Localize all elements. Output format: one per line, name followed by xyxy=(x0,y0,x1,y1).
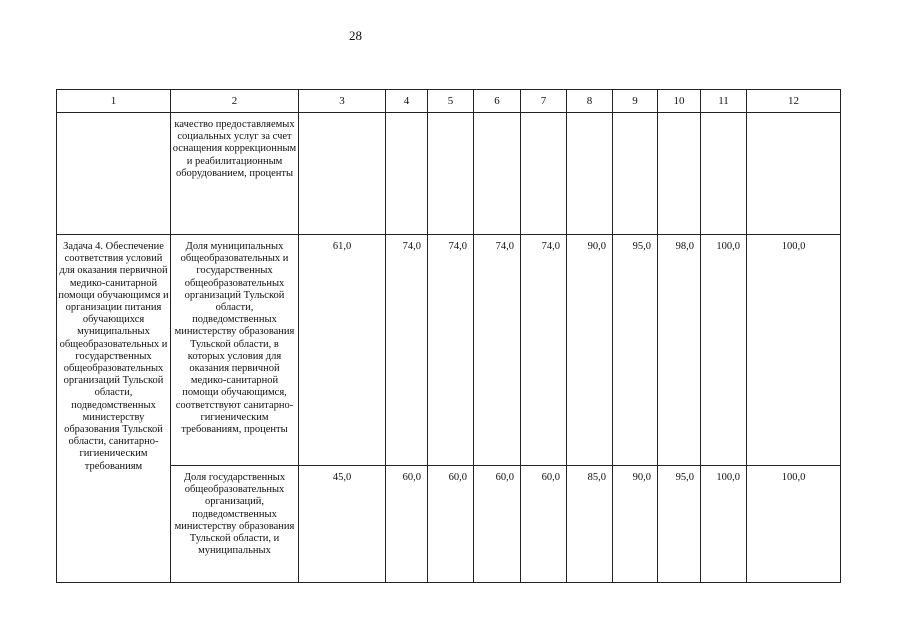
value-cell: 100,0 xyxy=(747,235,841,466)
value-cell: 95,0 xyxy=(613,235,658,466)
table-header-row xyxy=(57,90,841,113)
table-row xyxy=(57,235,841,466)
value-cell: 100,0 xyxy=(701,466,747,583)
task-cell xyxy=(57,113,171,235)
value-cell: 60,0 xyxy=(521,466,567,583)
value-cell xyxy=(386,113,428,235)
value-cell xyxy=(567,113,613,235)
value-cell xyxy=(474,113,521,235)
value-cell xyxy=(428,113,474,235)
table-row xyxy=(57,113,841,235)
indicator-cell: качество предоставляемых социальных услуг за счет оснащения коррекционным и реабилитационным оборудованием, проценты xyxy=(171,113,299,235)
value-cell: 85,0 xyxy=(567,466,613,583)
value-cell xyxy=(701,113,747,235)
value-cell: 74,0 xyxy=(386,235,428,466)
value-cell xyxy=(521,113,567,235)
header-cell: 11 xyxy=(701,90,747,113)
table-row xyxy=(57,466,841,583)
value-cell: 98,0 xyxy=(658,235,701,466)
indicator-cell: Доля государственных общеобразовательных организаций, подведомственных министерству образования Тульской области, и муниципальных xyxy=(171,466,299,583)
value-cell: 90,0 xyxy=(567,235,613,466)
header-cell: 8 xyxy=(567,90,613,113)
value-cell: 95,0 xyxy=(658,466,701,583)
value-cell: 74,0 xyxy=(474,235,521,466)
header-cell: 10 xyxy=(658,90,701,113)
task-cell: Задача 4. Обеспечение соответствия условий для оказания первичной медико-санитарной помощи обучающимся и организации питания обучающихся муниципальных общеобразовательных и государственных общеобразовательных организаций Тульской области, подведомственных министерству образования Тульской области, санитарно-гигиеническим требованиям xyxy=(57,235,171,583)
header-cell: 9 xyxy=(613,90,658,113)
value-cell xyxy=(658,113,701,235)
value-cell: 60,0 xyxy=(428,466,474,583)
page-number: 28 xyxy=(349,28,362,43)
value-cell xyxy=(299,113,386,235)
header-cell: 2 xyxy=(171,90,299,113)
header-cell: 6 xyxy=(474,90,521,113)
indicator-cell: Доля муниципальных общеобразовательных и государственных общеобразовательных организаций Тульской области, подведомственных министерству образования Тульской области, в которых условия для оказания первичной медико-санитарной помощи обучающимся, соответствуют санитарно-гигиеническим требованиям, проценты xyxy=(171,235,299,466)
header-cell: 3 xyxy=(299,90,386,113)
indicators-table xyxy=(56,89,841,583)
value-cell: 100,0 xyxy=(747,466,841,583)
header-cell: 1 xyxy=(57,90,171,113)
value-cell: 61,0 xyxy=(299,235,386,466)
value-cell xyxy=(613,113,658,235)
header-cell: 12 xyxy=(747,90,841,113)
value-cell: 90,0 xyxy=(613,466,658,583)
value-cell: 45,0 xyxy=(299,466,386,583)
value-cell: 100,0 xyxy=(701,235,747,466)
header-cell: 4 xyxy=(386,90,428,113)
value-cell: 74,0 xyxy=(428,235,474,466)
value-cell: 60,0 xyxy=(474,466,521,583)
header-cell: 7 xyxy=(521,90,567,113)
value-cell: 60,0 xyxy=(386,466,428,583)
value-cell xyxy=(747,113,841,235)
header-cell: 5 xyxy=(428,90,474,113)
value-cell: 74,0 xyxy=(521,235,567,466)
